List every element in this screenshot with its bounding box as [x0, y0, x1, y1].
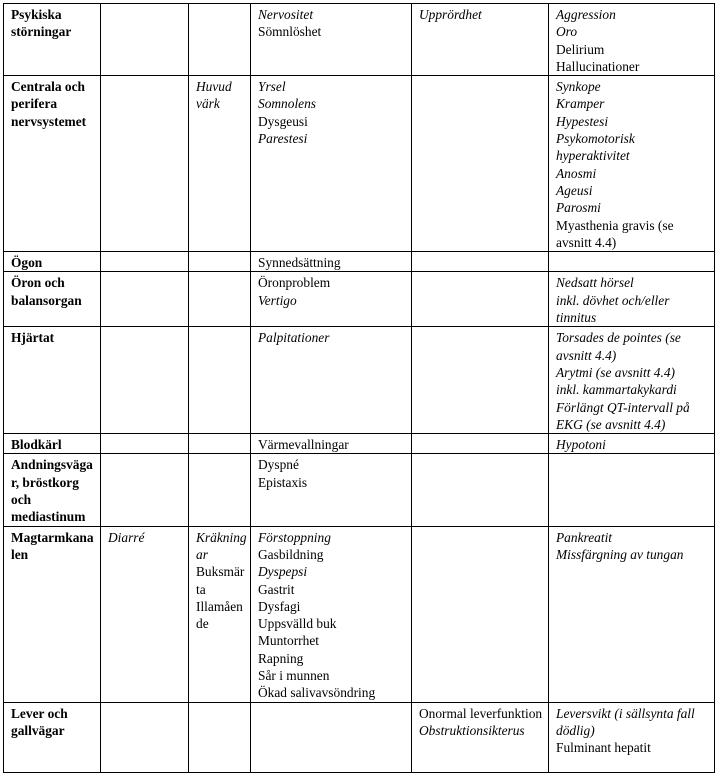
frequency-cell	[412, 702, 549, 772]
reaction-term: Missfärgning av tungan	[556, 546, 684, 562]
frequency-cell	[549, 4, 715, 76]
reaction-term: Hallucinationer	[556, 58, 640, 74]
reaction-term: Värmevallningar	[258, 437, 349, 453]
reaction-term: Rapning	[258, 650, 304, 666]
reaction-term: Upprördhet	[419, 7, 482, 22]
reaction-term: Onormal leverfunktion	[419, 705, 543, 721]
reaction-term: Anosmi	[556, 165, 597, 181]
frequency-cell	[412, 76, 549, 252]
table-row	[4, 702, 715, 772]
reaction-term: Leversvikt (i sällsynta fall dödlig)	[556, 705, 695, 738]
frequency-cell	[412, 454, 549, 526]
frequency-cell	[189, 434, 251, 454]
frequency-cell	[412, 4, 549, 76]
reaction-term: värk	[196, 96, 220, 112]
frequency-cell	[549, 252, 715, 272]
reaction-term: Sömnlöshet	[258, 24, 322, 40]
organ-class-cell: Magtarmkanalen	[4, 526, 101, 702]
reaction-term: Kräkningar	[196, 529, 247, 562]
frequency-cell	[412, 434, 549, 454]
reaction-term: Dysfagi	[258, 598, 301, 614]
frequency-cell	[101, 327, 189, 434]
reaction-term: Nervositet	[258, 7, 314, 22]
table-row	[4, 454, 715, 526]
reaction-term: Synkope	[556, 79, 601, 95]
reaction-term: Gastrit	[258, 581, 295, 597]
frequency-cell	[101, 454, 189, 526]
reaction-term: Sår i munnen	[258, 667, 330, 683]
reaction-term: Dyspepsi	[258, 564, 308, 580]
frequency-cell	[251, 4, 412, 76]
frequency-cell	[189, 327, 251, 434]
frequency-cell	[251, 327, 412, 434]
table-row	[4, 272, 715, 327]
reaction-term: Hypestesi	[556, 113, 609, 129]
reaction-term: Gasbildning	[258, 546, 324, 562]
reaction-term: Somnolens	[258, 96, 317, 112]
reaction-term: Synnedsättning	[258, 255, 341, 271]
frequency-cell	[101, 272, 189, 327]
frequency-cell	[549, 434, 715, 454]
frequency-cell	[549, 702, 715, 772]
frequency-cell	[189, 4, 251, 76]
frequency-cell	[189, 76, 251, 252]
reaction-term: Hypotoni	[556, 437, 606, 453]
reaction-term: Arytmi (se avsnitt 4.4)	[556, 364, 676, 380]
reaction-term: Parestesi	[258, 131, 308, 147]
frequency-cell	[251, 272, 412, 327]
reaction-term: inkl. dövhet och/eller tinnitus	[556, 292, 670, 326]
frequency-cell	[189, 272, 251, 327]
table-body	[4, 4, 715, 773]
reaction-term: Oro	[556, 24, 578, 40]
frequency-cell	[549, 76, 715, 252]
frequency-cell	[251, 76, 412, 252]
reaction-term: Obstruktionsikterus	[419, 722, 525, 738]
frequency-cell	[101, 76, 189, 252]
reaction-term: Förstoppning	[258, 529, 331, 545]
frequency-cell	[189, 526, 251, 702]
reaction-term: Delirium	[556, 41, 605, 57]
reaction-term: Psykomotorisk	[556, 131, 635, 147]
reaction-term: Parosmi	[556, 200, 601, 216]
reaction-term: Yrsel	[258, 79, 286, 95]
frequency-cell	[251, 702, 412, 772]
reaction-term: Vertigo	[258, 292, 297, 308]
reaction-term: Förlängt QT-intervall på EKG (se avsnitt 4.4)	[556, 399, 690, 432]
table-row	[4, 434, 715, 454]
reaction-term: Dyspné	[258, 457, 299, 473]
reaction-term: Illamående	[196, 598, 243, 632]
organ-class-cell: Andningsvägar, bröstkorg och mediastinum	[4, 454, 101, 526]
frequency-cell	[251, 252, 412, 272]
reaction-term: Torsades de pointes (se avsnitt 4.4)	[556, 330, 681, 363]
reaction-term: Fulminant hepatit	[556, 740, 651, 756]
table-row	[4, 526, 715, 702]
organ-class-cell: Centrala och perifera nervsystemet	[4, 76, 101, 252]
frequency-cell	[101, 252, 189, 272]
reaction-term: Huvud	[196, 79, 232, 95]
reaction-term: Muntorrhet	[258, 633, 319, 649]
frequency-cell	[549, 454, 715, 526]
adverse-reactions-table	[3, 3, 715, 773]
frequency-cell	[412, 526, 549, 702]
frequency-cell	[101, 434, 189, 454]
frequency-cell	[549, 327, 715, 434]
organ-class-cell: Blodkärl	[4, 434, 101, 454]
organ-class-cell: Öron och balansorgan	[4, 272, 101, 327]
frequency-cell	[412, 272, 549, 327]
reaction-term: Aggression	[556, 7, 616, 22]
reaction-term: Öronproblem	[258, 275, 331, 291]
reaction-term: inkl. kammartakykardi	[556, 382, 677, 398]
frequency-cell	[412, 252, 549, 272]
organ-class-cell: Hjärtat	[4, 327, 101, 434]
reaction-term: Diarré	[108, 529, 145, 545]
reaction-term: Buksmärta	[196, 564, 245, 597]
reaction-term: Palpitationer	[258, 330, 330, 346]
reaction-term: Myasthenia gravis (se avsnitt 4.4)	[556, 217, 674, 250]
reaction-term: Pankreatit	[556, 529, 613, 545]
frequency-cell	[549, 526, 715, 702]
table-row	[4, 4, 715, 76]
frequency-cell	[189, 454, 251, 526]
frequency-cell	[549, 272, 715, 327]
reaction-term: Ageusi	[556, 182, 593, 198]
reaction-term: Uppsvälld buk	[258, 616, 337, 632]
frequency-cell	[101, 526, 189, 702]
reaction-term: Ökad salivavsöndring	[258, 685, 376, 701]
table-row	[4, 252, 715, 272]
organ-class-cell: Psykiska störningar	[4, 4, 101, 76]
frequency-cell	[101, 702, 189, 772]
reaction-term: Kramper	[556, 96, 605, 112]
reaction-term: Epistaxis	[258, 474, 308, 490]
frequency-cell	[251, 526, 412, 702]
organ-class-cell: Lever och gallvägar	[4, 702, 101, 772]
organ-class-cell: Ögon	[4, 252, 101, 272]
reaction-term: hyperaktivitet	[556, 148, 630, 164]
frequency-cell	[412, 327, 549, 434]
frequency-cell	[251, 434, 412, 454]
table-row	[4, 327, 715, 434]
frequency-cell	[189, 252, 251, 272]
table-row	[4, 76, 715, 252]
frequency-cell	[189, 702, 251, 772]
frequency-cell	[251, 454, 412, 526]
frequency-cell	[101, 4, 189, 76]
reaction-term: Dysgeusi	[258, 113, 308, 129]
reaction-term: Nedsatt hörsel	[556, 275, 634, 291]
